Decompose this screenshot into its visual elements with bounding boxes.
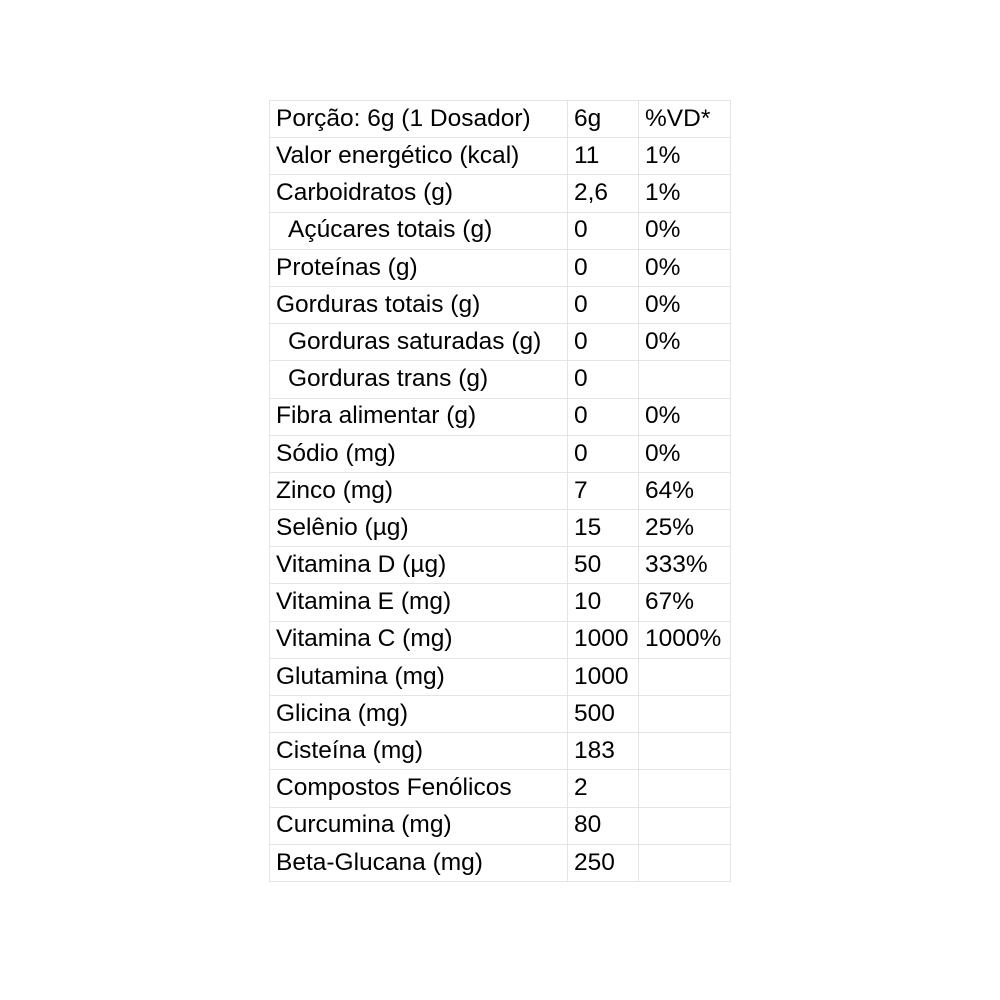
amount-cell: 0 — [568, 435, 639, 472]
daily-value-cell: 333% — [639, 547, 731, 584]
amount-cell: 7 — [568, 472, 639, 509]
daily-value-cell — [639, 658, 731, 695]
nutrient-name-cell: Selênio (µg) — [270, 510, 568, 547]
nutrient-name-cell: Zinco (mg) — [270, 472, 568, 509]
table-row — [270, 510, 731, 547]
table-header-row — [270, 101, 731, 138]
nutrient-name-cell: Cisteína (mg) — [270, 733, 568, 770]
nutrition-table — [269, 100, 731, 882]
daily-value-cell — [639, 696, 731, 733]
table-row — [270, 324, 731, 361]
table-row — [270, 844, 731, 881]
amount-cell: 11 — [568, 138, 639, 175]
nutrient-name-cell: Sódio (mg) — [270, 435, 568, 472]
table-row — [270, 175, 731, 212]
nutrition-table-body — [270, 101, 731, 882]
table-row — [270, 472, 731, 509]
amount-cell: 80 — [568, 807, 639, 844]
table-row — [270, 398, 731, 435]
daily-value-cell — [639, 844, 731, 881]
nutrient-name-cell: Glutamina (mg) — [270, 658, 568, 695]
nutrient-name-cell: Gorduras trans (g) — [270, 361, 568, 398]
table-row — [270, 249, 731, 286]
daily-value-cell: 1% — [639, 138, 731, 175]
amount-cell: 1000 — [568, 658, 639, 695]
nutrient-name-cell: Fibra alimentar (g) — [270, 398, 568, 435]
nutrient-name-cell: Proteínas (g) — [270, 249, 568, 286]
amount-cell: 183 — [568, 733, 639, 770]
table-row — [270, 584, 731, 621]
amount-cell: 15 — [568, 510, 639, 547]
daily-value-cell — [639, 807, 731, 844]
table-row — [270, 733, 731, 770]
daily-value-cell: 25% — [639, 510, 731, 547]
table-row — [270, 770, 731, 807]
amount-cell: 2,6 — [568, 175, 639, 212]
daily-value-cell: 0% — [639, 212, 731, 249]
nutrient-name-cell: Carboidratos (g) — [270, 175, 568, 212]
table-row — [270, 621, 731, 658]
daily-value-cell: 0% — [639, 249, 731, 286]
table-row — [270, 435, 731, 472]
table-row — [270, 361, 731, 398]
table-row — [270, 807, 731, 844]
amount-cell: 2 — [568, 770, 639, 807]
amount-cell: 0 — [568, 398, 639, 435]
table-row — [270, 696, 731, 733]
nutrient-name-cell: Vitamina E (mg) — [270, 584, 568, 621]
daily-value-cell: 0% — [639, 435, 731, 472]
amount-cell: 50 — [568, 547, 639, 584]
amount-cell: 0 — [568, 286, 639, 323]
daily-value-cell — [639, 733, 731, 770]
nutrient-name-cell: Beta-Glucana (mg) — [270, 844, 568, 881]
daily-value-cell: 64% — [639, 472, 731, 509]
amount-cell: 250 — [568, 844, 639, 881]
nutrient-name-cell: Gorduras totais (g) — [270, 286, 568, 323]
header-portion-cell: Porção: 6g (1 Dosador) — [270, 101, 568, 138]
daily-value-cell — [639, 361, 731, 398]
daily-value-cell: 1000% — [639, 621, 731, 658]
table-row — [270, 286, 731, 323]
table-row — [270, 658, 731, 695]
header-amount-cell: 6g — [568, 101, 639, 138]
nutrient-name-cell: Valor energético (kcal) — [270, 138, 568, 175]
nutrient-name-cell: Glicina (mg) — [270, 696, 568, 733]
amount-cell: 500 — [568, 696, 639, 733]
daily-value-cell: 1% — [639, 175, 731, 212]
daily-value-cell: 0% — [639, 324, 731, 361]
table-row — [270, 138, 731, 175]
daily-value-cell — [639, 770, 731, 807]
amount-cell: 10 — [568, 584, 639, 621]
nutrient-name-cell: Curcumina (mg) — [270, 807, 568, 844]
daily-value-cell: 0% — [639, 286, 731, 323]
amount-cell: 0 — [568, 361, 639, 398]
table-row — [270, 547, 731, 584]
amount-cell: 0 — [568, 249, 639, 286]
nutrient-name-cell: Vitamina D (µg) — [270, 547, 568, 584]
table-row — [270, 212, 731, 249]
amount-cell: 0 — [568, 324, 639, 361]
nutrient-name-cell: Compostos Fenólicos — [270, 770, 568, 807]
amount-cell: 1000 — [568, 621, 639, 658]
header-dv-cell: %VD* — [639, 101, 731, 138]
nutrient-name-cell: Açúcares totais (g) — [270, 212, 568, 249]
daily-value-cell: 67% — [639, 584, 731, 621]
daily-value-cell: 0% — [639, 398, 731, 435]
nutrient-name-cell: Vitamina C (mg) — [270, 621, 568, 658]
nutrient-name-cell: Gorduras saturadas (g) — [270, 324, 568, 361]
amount-cell: 0 — [568, 212, 639, 249]
